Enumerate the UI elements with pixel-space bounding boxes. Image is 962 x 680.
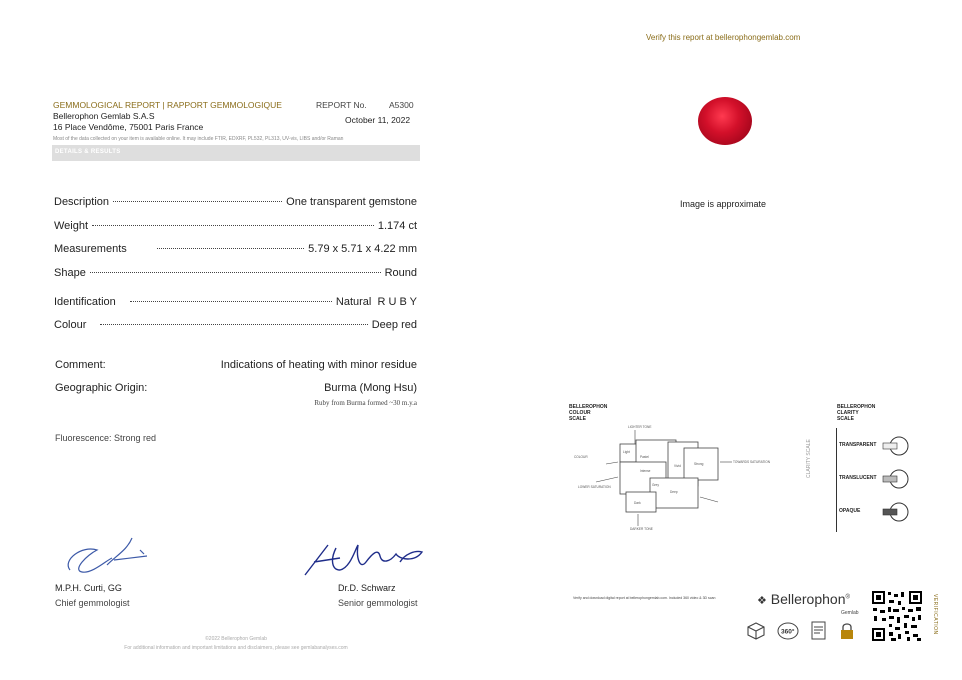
svg-text:Intense: Intense: [640, 469, 651, 473]
svg-text:360°: 360°: [781, 628, 795, 636]
360-icon: [777, 621, 799, 641]
field-weight: [54, 220, 417, 232]
colour-scale-diagram: [570, 422, 771, 534]
origin-value: Burma (Mong Hsu): [324, 382, 417, 394]
svg-text:LOWER SATURATION: LOWER SATURATION: [578, 485, 611, 489]
field-colour: [54, 319, 417, 331]
svg-text:Light: Light: [623, 450, 630, 454]
svg-text:TOWARDS SATURATION: TOWARDS SATURATION: [733, 460, 771, 464]
svg-text:Pastel: Pastel: [640, 455, 649, 459]
svg-text:COLOUR: COLOUR: [574, 455, 588, 459]
company-name: Bellerophon Gemlab S.A.S: [53, 111, 155, 121]
field-measurements: [54, 243, 417, 255]
signer-2-title: Senior gemmologist: [338, 598, 418, 608]
colour-scale-title: BELLEROPHON COLOUR SCALE: [569, 404, 608, 422]
verify-link[interactable]: Verify this report at bellerophongemlab.com: [646, 33, 801, 42]
3d-cube-icon: [746, 621, 766, 641]
svg-text:Vivid: Vivid: [674, 464, 681, 468]
clarity-icons: [883, 432, 909, 532]
origin-row: [55, 382, 417, 394]
clarity-scale-title: BELLEROPHON CLARITY SCALE: [837, 404, 876, 422]
svg-text:Grey: Grey: [652, 483, 659, 487]
signer-2-name: Dr.D. Schwarz: [338, 583, 396, 593]
report-icon: [809, 620, 829, 642]
field-value: 1.174 ct: [377, 220, 417, 232]
brand-mark-icon: ❖: [757, 595, 767, 607]
report-title: GEMMOLOGICAL REPORT | RAPPORT GEMMOLOGIQUE: [53, 100, 282, 110]
company-address: 16 Place Vendôme, 75001 Paris France: [53, 122, 204, 132]
svg-text:Strong: Strong: [694, 462, 704, 466]
qr-code[interactable]: [871, 590, 923, 642]
field-value: Deep red: [371, 319, 417, 331]
field-label: Colour: [54, 319, 87, 331]
clarity-scale-box: [836, 428, 909, 532]
verify-small: Verify and download digital report at bellerophongemlab.com. Included 360 video & 3D scan: [573, 596, 716, 600]
svg-text:LIGHTER TONE: LIGHTER TONE: [628, 425, 652, 429]
report-date: October 11, 2022: [345, 115, 411, 125]
comment-label: Comment:: [55, 359, 106, 371]
field-label: Measurements: [54, 243, 127, 255]
field-label: Description: [54, 196, 110, 208]
section-bar: [52, 145, 420, 161]
brand-name: Bellerophon: [770, 591, 846, 607]
fluorescence: Fluorescence: Strong red: [55, 433, 157, 443]
clarity-transparent: TRANSPARENT: [839, 442, 877, 448]
lock-icon: [838, 621, 856, 641]
clarity-side-label: CLARITY SCALE: [806, 439, 812, 478]
verification-label: VERIFICATION: [932, 594, 938, 635]
field-description: [54, 196, 417, 208]
footer-info: For additional information and important limitations and disclaimers, please see gemlabanalyses.com: [124, 645, 348, 651]
field-value: Natural R U B Y: [335, 296, 417, 308]
svg-text:Deep: Deep: [670, 490, 678, 494]
signer-1-title: Chief gemmologist: [55, 598, 130, 608]
field-value: 5.79 x 5.71 x 4.22 mm: [308, 243, 417, 255]
field-label: Identification: [54, 296, 116, 308]
origin-sub: Ruby from Burma formed ~30 m.y.a: [314, 399, 417, 407]
signer-1-name: M.P.H. Curti, GG: [55, 583, 122, 593]
field-shape: [54, 267, 417, 279]
comment-row: [55, 359, 417, 371]
clarity-translucent: TRANSLUCENT: [839, 475, 877, 481]
section-bar-label: DETAILS & RESULTS: [55, 149, 121, 155]
svg-text:DARKER TONE: DARKER TONE: [630, 527, 653, 531]
field-label: Shape: [54, 267, 86, 279]
footer-copyright: ©2022 Bellerophon Gemlab: [205, 636, 267, 642]
report-number: A5300: [389, 100, 414, 110]
comment-value: Indications of heating with minor residue: [220, 359, 417, 371]
field-identification: [54, 296, 417, 308]
data-note: Most of the data collected on your item is available online. It may include FTIR, EDXRF, PL532, PL313, UV-vis, LIBS and/or Raman: [53, 136, 344, 142]
field-value: Round: [384, 267, 417, 279]
image-caption: Image is approximate: [680, 199, 767, 209]
gem-image: [698, 97, 752, 145]
report-no-label: REPORT No.: [316, 100, 367, 110]
svg-text:Dark: Dark: [634, 501, 641, 505]
field-label: Weight: [54, 220, 89, 232]
origin-label: Geographic Origin:: [55, 382, 148, 394]
signature-schwarz: [300, 540, 430, 580]
clarity-opaque: OPAQUE: [839, 508, 861, 514]
brand-logo: ❖ Bellerophon®: [757, 591, 850, 607]
field-value: One transparent gemstone: [286, 196, 417, 208]
brand-sub: Gemlab: [841, 610, 859, 616]
signature-curti: [52, 530, 162, 582]
